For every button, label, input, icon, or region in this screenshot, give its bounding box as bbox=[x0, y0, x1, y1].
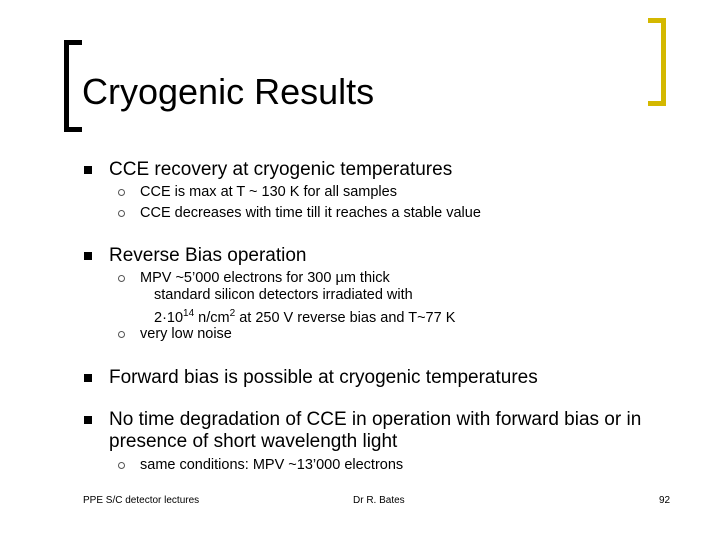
bullet-4-line-2: presence of short wavelength light bbox=[109, 431, 398, 452]
bullet-2-sub-1-line-2: standard silicon detectors irradiated with bbox=[154, 287, 413, 303]
bullet-1-sub-2: CCE decreases with time till it reaches a stable value bbox=[140, 205, 481, 221]
sub-bullet-circle-icon bbox=[118, 210, 125, 217]
bullet-4-line-1: No time degradation of CCE in operation with forward bias or in bbox=[109, 409, 642, 430]
bullet-2-sub-1-line-1: MPV ~5’000 electrons for 300 µm thick bbox=[140, 270, 390, 286]
sub-bullet-circle-icon bbox=[118, 189, 125, 196]
bullet-2-sub-1-line-3 bbox=[154, 305, 455, 327]
bullet-3-text: Forward bias is possible at cryogenic temperatures bbox=[109, 367, 538, 388]
page-number: 92 bbox=[659, 495, 671, 506]
bullet-square-icon bbox=[84, 374, 92, 382]
bullet-2-sub-2: very low noise bbox=[140, 326, 232, 342]
unit-exponent: 2 bbox=[229, 308, 236, 319]
footer-author: Dr R. Bates bbox=[353, 495, 405, 506]
bullet-4-sub-1: same conditions: MPV ~13’000 electrons bbox=[140, 457, 404, 473]
title-bracket-left bbox=[64, 40, 82, 132]
fluence-base: 2·10 bbox=[154, 309, 184, 326]
sub-bullet-circle-icon bbox=[118, 462, 125, 469]
bullet-square-icon bbox=[84, 252, 92, 260]
fluence-exponent: 14 bbox=[183, 308, 195, 319]
footer-course: PPE S/C detector lectures bbox=[83, 495, 200, 506]
bias-conditions: at 250 V reverse bias and T~77 K bbox=[235, 309, 456, 326]
sub-bullet-circle-icon bbox=[118, 275, 125, 282]
slide-title: Cryogenic Results bbox=[82, 71, 375, 112]
fluence-unit: n/cm bbox=[194, 309, 230, 326]
title-bracket-right bbox=[648, 18, 666, 106]
bullet-2-text: Reverse Bias operation bbox=[109, 245, 307, 266]
bullet-1-sub-1: CCE is max at T ~ 130 K for all samples bbox=[140, 184, 397, 200]
bullet-1-text: CCE recovery at cryogenic temperatures bbox=[109, 159, 453, 180]
bullet-square-icon bbox=[84, 166, 92, 174]
bullet-square-icon bbox=[84, 416, 92, 424]
sub-bullet-circle-icon bbox=[118, 331, 125, 338]
